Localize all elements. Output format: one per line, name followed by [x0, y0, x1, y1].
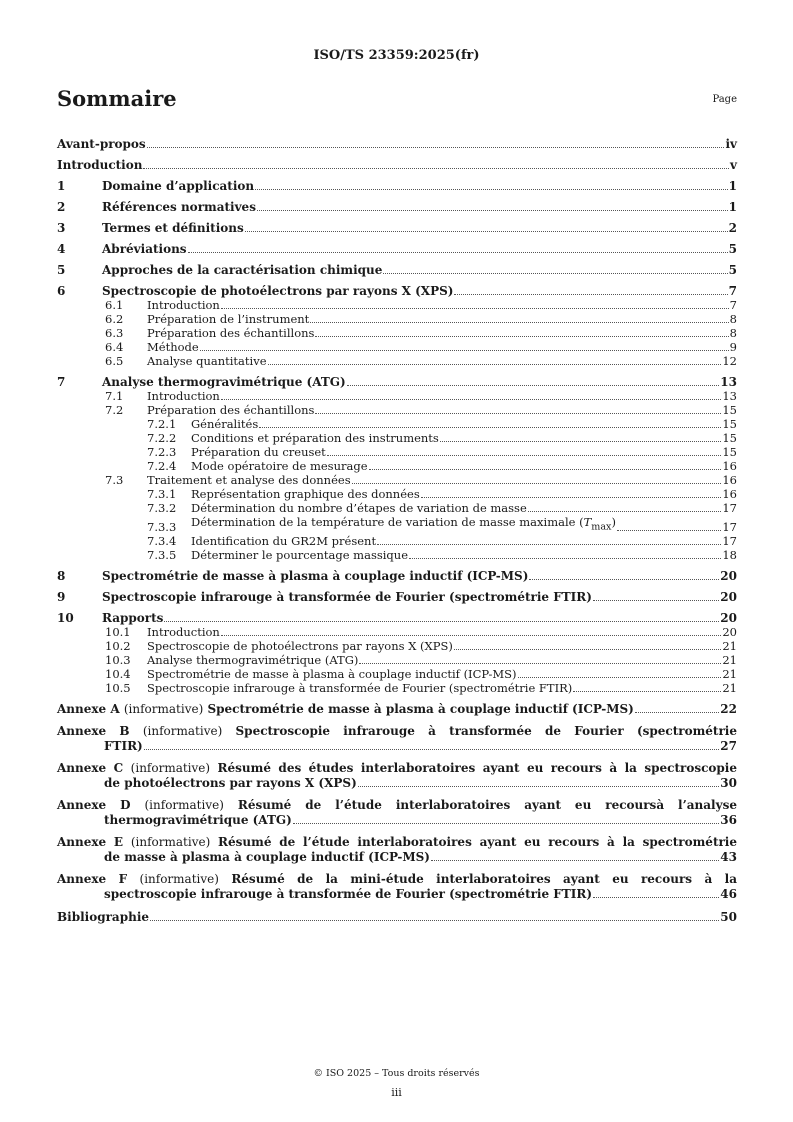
toc-entry-text: Termes et définitions	[102, 221, 244, 235]
toc-entry-page: 21	[722, 667, 737, 682]
toc-entry-text	[57, 702, 634, 716]
toc-entry-page: 17	[722, 501, 737, 515]
leader-dots	[431, 860, 719, 861]
toc-entry-number: 6.5	[105, 354, 124, 368]
toc-title: Sommaire	[57, 86, 177, 111]
toc-entry-text: Généralités	[191, 417, 259, 431]
leader-dots	[315, 336, 728, 337]
toc-entry-text: Introduction	[147, 298, 220, 312]
tmax-subscript: max	[591, 521, 612, 533]
toc-entry-text: Spectroscopie de photoélectrons par rayons X (XPS)	[147, 639, 453, 654]
annex-title-continued: thermogravimétrique (ATG)	[104, 813, 292, 828]
toc-entry-number: 7.3.5	[147, 548, 177, 563]
toc-entry-page: 15	[722, 403, 737, 417]
toc-entry-text: Conditions et préparation des instruments	[191, 431, 439, 445]
leader-dots	[358, 786, 720, 787]
toc-entry-page: 7	[729, 298, 737, 312]
toc-entry-annex-b[interactable]	[57, 724, 737, 753]
annex-label: Annexe D	[57, 798, 131, 813]
annex-title-continued: de masse à plasma à couplage inductif (ICP-MS)	[104, 850, 430, 865]
page-number: iii	[391, 1086, 402, 1099]
leader-dots	[293, 823, 719, 824]
leader-dots	[454, 649, 722, 650]
toc-entry-7-3-1[interactable]	[57, 487, 737, 501]
leader-dots	[188, 252, 728, 253]
toc-entry-7-3-4[interactable]	[57, 534, 737, 548]
toc-entry-text: Introduction	[147, 625, 220, 640]
annex-title: Résumé de l’étude interlaboratoires ayant eu recoursà l’analyse	[237, 798, 737, 813]
toc-entry-number: 7.3	[105, 473, 124, 487]
leader-dots	[259, 427, 721, 428]
toc-entry-text: Spectrométrie de masse à plasma à couplage inductif (ICP-MS)	[147, 667, 517, 682]
annex-title: Spectroscopie infrarouge à transformée de Fourier (spectrométrie	[235, 724, 737, 739]
toc-entry-7-2-3[interactable]	[57, 445, 737, 459]
leader-dots	[518, 677, 722, 678]
leader-dots	[221, 399, 722, 400]
copyright-notice: © ISO 2025 – Tous droits réservés	[313, 1068, 480, 1079]
toc-entry-7-2-1[interactable]	[57, 417, 737, 431]
leader-dots	[143, 168, 729, 169]
toc-entry-7[interactable]	[57, 375, 737, 389]
toc-entry-page: 20	[720, 569, 737, 584]
toc-entry-number: 6.3	[105, 326, 124, 340]
annex-first-line	[57, 798, 737, 813]
annex-title: Spectrométrie de masse à plasma à couplage inductif (ICP-MS)	[207, 702, 634, 717]
toc-entry-page: 8	[729, 312, 737, 326]
toc-entry-6-5[interactable]	[57, 354, 737, 368]
toc-entry-page: 20	[720, 611, 737, 626]
toc-entry-text: Mode opératoire de mesurage	[191, 459, 368, 473]
toc-entry-10-3[interactable]	[57, 653, 737, 667]
toc-entry-page: 5	[728, 263, 737, 277]
toc-entry-page: 46	[720, 887, 737, 902]
leader-dots	[257, 210, 728, 211]
toc-entry-7-3-5[interactable]	[57, 548, 737, 562]
toc-entry-3[interactable]	[57, 221, 737, 235]
toc-entry-page: 13	[722, 389, 737, 403]
leader-dots	[440, 441, 722, 442]
toc-entry-6-3[interactable]	[57, 326, 737, 340]
toc-entry-text: Approches de la caractérisation chimique	[102, 263, 383, 277]
toc-entry-number: 8	[57, 569, 66, 584]
toc-entry-7-2[interactable]	[57, 403, 737, 417]
leader-dots	[200, 350, 729, 351]
toc-entry-number: 10	[57, 611, 74, 626]
toc-entry-text: Identification du GR2M présent	[191, 534, 377, 549]
annex-title-continued: FTIR)	[104, 739, 143, 754]
leader-dots	[593, 897, 719, 898]
toc-entry-page: iv	[725, 137, 737, 151]
leader-dots	[377, 544, 721, 545]
toc-entry-7-1[interactable]	[57, 389, 737, 403]
toc-entry-page: 9	[729, 340, 737, 354]
toc-entry-text: Introduction	[147, 389, 220, 403]
tmax-symbol: T	[583, 515, 592, 529]
toc-entry-page: 15	[722, 445, 737, 459]
toc-entry-page: 43	[720, 850, 737, 865]
leader-dots	[255, 189, 728, 190]
leader-dots	[347, 385, 720, 386]
annex-type: (informative)	[142, 724, 223, 739]
toc-entry-number: 6.2	[105, 312, 124, 326]
toc-entry-page: 17	[722, 534, 737, 549]
toc-entry-number: 10.3	[105, 653, 131, 668]
toc-entry-9[interactable]	[57, 590, 737, 604]
toc-entry-text-end: )	[611, 515, 616, 529]
toc-entry-page: 36	[720, 813, 737, 828]
leader-dots	[352, 483, 722, 484]
toc-entry-page: 16	[722, 473, 737, 487]
annex-title: Résumé de la mini-étude interlaboratoires ayant eu recours à la	[231, 872, 737, 887]
toc-entry-number: 7.2.1	[147, 417, 177, 431]
toc-entry-text: Domaine d’application	[102, 179, 255, 193]
toc-entry-10-5[interactable]	[57, 681, 737, 695]
toc-entry-page: 22	[720, 702, 737, 717]
toc-entry-number: 7.2	[105, 403, 124, 417]
toc-entry-10-2[interactable]	[57, 639, 737, 653]
leader-dots	[164, 621, 719, 622]
toc-entry-number: 6	[57, 284, 66, 298]
toc-entry-text: Méthode	[147, 340, 199, 354]
leader-dots	[635, 712, 719, 713]
toc-entry-introduction[interactable]	[57, 158, 737, 172]
annex-title: Résumé de l’étude interlaboratoires ayant eu recours à la spectrométrie	[218, 835, 738, 850]
annex-continuation	[57, 776, 737, 790]
toc-entry-text: Préparation des échantillons	[147, 326, 315, 340]
toc-entry-page: 20	[722, 625, 737, 640]
annex-type: (informative)	[123, 702, 204, 717]
toc-entry-number: 7.2.4	[147, 459, 177, 473]
annex-label: Annexe F	[57, 872, 128, 887]
toc-entry-number: 7.3.3	[147, 520, 177, 535]
leader-dots	[573, 691, 721, 692]
toc-entry-annex-d[interactable]	[57, 798, 737, 827]
toc-entry-text: Abréviations	[102, 242, 187, 256]
toc-entry-number: 7.2.3	[147, 445, 177, 459]
toc-entry-7-2-2[interactable]	[57, 431, 737, 445]
toc-entry-bibliography[interactable]	[57, 910, 737, 924]
toc-entry-page: 21	[722, 653, 737, 668]
toc-entry-7-3[interactable]	[57, 473, 737, 487]
toc-entry-page: 1	[728, 179, 737, 193]
annex-label: Annexe C	[57, 761, 124, 776]
leader-dots	[327, 455, 722, 456]
title-row	[57, 86, 737, 116]
leader-dots	[150, 920, 719, 921]
leader-dots	[528, 511, 722, 512]
toc-entry-number: 10.4	[105, 667, 131, 682]
toc-entry-page: 15	[722, 417, 737, 431]
toc-entry-6-2[interactable]	[57, 312, 737, 326]
toc-entry-number: 6.1	[105, 298, 124, 312]
leader-dots	[147, 147, 725, 148]
toc-entry-annex-e[interactable]	[57, 835, 737, 864]
page-column-label: Page	[712, 94, 737, 105]
toc-entry-6[interactable]	[57, 284, 737, 298]
toc-entry-text: Déterminer le pourcentage massique	[191, 548, 408, 563]
toc-entry-text: Préparation du creuset	[191, 445, 326, 459]
table-of-contents	[57, 130, 737, 924]
toc-entry-foreword[interactable]	[57, 137, 737, 151]
toc-entry-number: 9	[57, 590, 66, 605]
leader-dots	[409, 558, 721, 559]
annex-first-line	[57, 761, 737, 776]
toc-entry-page: 18	[722, 548, 737, 563]
toc-entry-page: 8	[729, 326, 737, 340]
toc-entry-page: 20	[720, 590, 737, 605]
toc-entry-8[interactable]	[57, 569, 737, 583]
toc-entry-text: Spectroscopie de photoélectrons par rayons X (XPS)	[102, 284, 454, 298]
toc-entry-4[interactable]	[57, 242, 737, 256]
leader-dots	[221, 308, 729, 309]
leader-dots	[383, 273, 727, 274]
toc-entry-number: 6.4	[105, 340, 124, 354]
leader-dots	[221, 635, 722, 636]
toc-entry-page: 7	[728, 284, 737, 298]
annex-title-continued: spectroscopie infrarouge à transformée de Fourier (spectrométrie FTIR)	[104, 887, 593, 902]
leader-dots	[268, 364, 722, 365]
toc-entry-page: 21	[722, 681, 737, 696]
toc-entry-page: 27	[720, 739, 737, 754]
annex-first-line	[57, 872, 737, 887]
toc-entry-page: 13	[720, 375, 737, 389]
toc-entry-6-1[interactable]	[57, 298, 737, 312]
toc-entry-text-main: Détermination de la température de variation de masse maximale (	[191, 515, 584, 529]
leader-dots	[617, 530, 721, 531]
toc-entry-10-4[interactable]	[57, 667, 737, 681]
toc-entry-number: 5	[57, 263, 66, 277]
toc-entry-text: Représentation graphique des données	[191, 487, 420, 501]
toc-entry-text: Introduction	[57, 158, 143, 172]
leader-dots	[359, 663, 721, 664]
toc-entry-page: 1	[728, 200, 737, 214]
toc-entry-text: Traitement et analyse des données	[147, 473, 351, 487]
annex-type: (informative)	[144, 798, 224, 813]
toc-entry-page: 16	[722, 487, 737, 501]
toc-entry-annex-a[interactable]	[57, 702, 737, 716]
annex-title: Résumé des études interlaboratoires ayant eu recours à la spectroscopie	[217, 761, 737, 776]
toc-entry-text: Bibliographie	[57, 910, 150, 925]
annex-continuation	[57, 813, 737, 827]
toc-entry-number: 10.2	[105, 639, 131, 654]
toc-entry-2[interactable]	[57, 200, 737, 214]
toc-entry-7-3-3[interactable]	[57, 515, 737, 534]
toc-entry-text: Préparation des échantillons	[147, 403, 315, 417]
toc-entry-number: 7.3.1	[147, 487, 177, 501]
document-id: ISO/TS 23359:2025(fr)	[313, 48, 480, 63]
annex-type: (informative)	[130, 761, 211, 776]
toc-entry-page: 5	[728, 242, 737, 256]
leader-dots	[144, 749, 720, 750]
toc-entry-page: 17	[722, 520, 737, 535]
annex-label: Annexe A	[57, 702, 120, 717]
toc-entry-text: Rapports	[102, 611, 164, 626]
toc-entry-1[interactable]	[57, 179, 737, 193]
toc-entry-text: Références normatives	[102, 200, 256, 214]
toc-entry-page: 2	[728, 221, 737, 235]
toc-entry-page: 15	[722, 431, 737, 445]
leader-dots	[454, 294, 727, 295]
toc-entry-number: 7	[57, 375, 66, 389]
leader-dots	[310, 322, 728, 323]
leader-dots	[529, 579, 719, 580]
toc-entry-number: 10.1	[105, 625, 131, 640]
annex-continuation	[57, 850, 737, 864]
toc-entry-number: 7.1	[105, 389, 124, 403]
leader-dots	[245, 231, 728, 232]
toc-entry-page: v	[730, 158, 737, 172]
annex-first-line	[57, 835, 737, 850]
annex-first-line	[57, 724, 737, 739]
annex-type: (informative)	[139, 872, 219, 887]
toc-entry-text: Spectrométrie de masse à plasma à couplage inductif (ICP-MS)	[102, 569, 529, 584]
toc-entry-text	[191, 515, 616, 534]
toc-entry-text: Détermination du nombre d’étapes de variation de masse	[191, 501, 527, 515]
toc-entry-page: 30	[720, 776, 737, 791]
annex-continuation	[57, 887, 737, 901]
toc-entry-annex-f[interactable]	[57, 872, 737, 901]
leader-dots	[421, 497, 722, 498]
annex-title-continued: de photoélectrons par rayons X (XPS)	[104, 776, 357, 791]
leader-dots	[593, 600, 719, 601]
toc-entry-number: 3	[57, 221, 66, 235]
toc-entry-6-4[interactable]	[57, 340, 737, 354]
toc-entry-5[interactable]	[57, 263, 737, 277]
toc-entry-7-2-4[interactable]	[57, 459, 737, 473]
toc-entry-number: 7.2.2	[147, 431, 177, 445]
toc-entry-text: Avant-propos	[57, 137, 146, 151]
annex-label: Annexe E	[57, 835, 124, 850]
toc-entry-number: 1	[57, 179, 66, 193]
toc-entry-text: Analyse thermogravimétrique (ATG)	[102, 375, 346, 389]
toc-entry-text: Analyse thermogravimétrique (ATG)	[147, 653, 359, 668]
toc-entry-10[interactable]	[57, 611, 737, 625]
leader-dots	[369, 469, 722, 470]
toc-entry-page: 50	[720, 910, 737, 925]
toc-entry-text: Spectroscopie infrarouge à transformée de Fourier (spectrométrie FTIR)	[147, 681, 573, 696]
toc-entry-7-3-2[interactable]	[57, 501, 737, 515]
toc-entry-text: Préparation de l’instrument	[147, 312, 310, 326]
toc-entry-number: 4	[57, 242, 66, 256]
annex-type: (informative)	[130, 835, 211, 850]
toc-entry-number: 7.3.4	[147, 534, 177, 549]
annex-continuation	[57, 739, 737, 753]
toc-entry-text: Analyse quantitative	[147, 354, 267, 368]
toc-entry-page: 16	[722, 459, 737, 473]
toc-entry-page: 21	[722, 639, 737, 654]
toc-entry-page: 12	[722, 354, 737, 368]
annex-label: Annexe B	[57, 724, 130, 739]
toc-entry-number: 2	[57, 200, 66, 214]
leader-dots	[315, 413, 721, 414]
toc-entry-annex-c[interactable]	[57, 761, 737, 790]
toc-entry-number: 10.5	[105, 681, 131, 696]
toc-entry-10-1[interactable]	[57, 625, 737, 639]
toc-entry-text: Spectroscopie infrarouge à transformée de Fourier (spectrométrie FTIR)	[102, 590, 592, 605]
toc-entry-number: 7.3.2	[147, 501, 177, 515]
